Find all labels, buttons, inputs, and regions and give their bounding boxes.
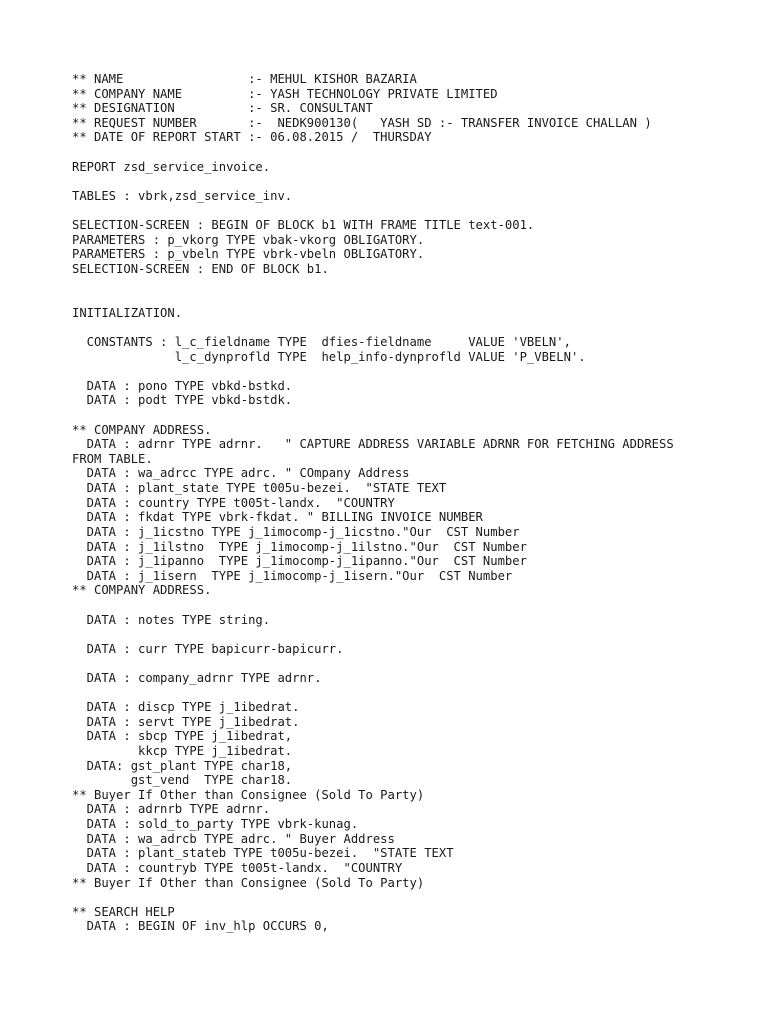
code-line: [72, 686, 674, 701]
code-line: ** SEARCH HELP: [72, 904, 175, 919]
code-line: DATA: gst_plant TYPE char18,: [72, 758, 293, 773]
code-line: l_c_dynprofld TYPE help_info-dynprofld VALUE 'P_VBELN'.: [72, 349, 586, 364]
code-line: [72, 320, 674, 335]
code-line: SELECTION-SCREEN : END OF BLOCK b1.: [72, 261, 329, 276]
code-line: DATA : j_1ipanno TYPE j_1imocomp-j_1ipanno."Our CST Number: [72, 554, 527, 569]
code-line: DATA : pono TYPE vbkd-bstkd.: [72, 378, 293, 393]
code-line: gst_vend TYPE char18.: [72, 773, 293, 788]
code-line: ** COMPANY NAME :- YASH TECHNOLOGY PRIVATE LIMITED: [72, 86, 498, 101]
code-line: [72, 203, 674, 218]
code-line: [72, 291, 674, 306]
abap-source-code: [72, 72, 674, 934]
code-line: PARAMETERS : p_vkorg TYPE vbak-vkorg OBLIGATORY.: [72, 232, 425, 247]
code-line: REPORT zsd_service_invoice.: [72, 159, 271, 174]
code-line: [72, 277, 674, 292]
code-line: ** COMPANY ADDRESS.: [72, 583, 212, 598]
code-line: DATA : curr TYPE bapicurr-bapicurr.: [72, 641, 344, 656]
code-line: ** DATE OF REPORT START :- 06.08.2015 / THURSDAY: [72, 130, 432, 145]
code-line: DATA : plant_state TYPE t005u-bezei. "STATE TEXT: [72, 481, 447, 496]
code-line: DATA : adrnrb TYPE adrnr.: [72, 802, 271, 817]
code-line: ** COMPANY ADDRESS.: [72, 422, 212, 437]
code-line: SELECTION-SCREEN : BEGIN OF BLOCK b1 WITH FRAME TITLE text-001.: [72, 218, 535, 233]
code-line: DATA : servt TYPE j_1ibedrat.: [72, 714, 300, 729]
code-line: DATA : discp TYPE j_1ibedrat.: [72, 700, 300, 715]
code-line: ** DESIGNATION :- SR. CONSULTANT: [72, 101, 373, 116]
code-line: DATA : country TYPE t005t-landx. "COUNTRY: [72, 495, 395, 510]
code-line: ** Buyer If Other than Consignee (Sold To Party): [72, 787, 425, 802]
code-line: DATA : sold_to_party TYPE vbrk-kunag.: [72, 817, 359, 832]
code-line: [72, 408, 674, 423]
code-line: DATA : company_adrnr TYPE adrnr.: [72, 670, 322, 685]
code-line: ** Buyer If Other than Consignee (Sold To Party): [72, 875, 425, 890]
code-line: DATA : adrnr TYPE adrnr. " CAPTURE ADDRESS VARIABLE ADRNR FOR FETCHING ADDRESS: [72, 437, 674, 452]
code-line: DATA : notes TYPE string.: [72, 612, 271, 627]
code-line: [72, 627, 674, 642]
code-line: kkcp TYPE j_1ibedrat.: [72, 744, 293, 759]
code-line: DATA : sbcp TYPE j_1ibedrat,: [72, 729, 293, 744]
code-line: INITIALIZATION.: [72, 305, 183, 320]
code-line: DATA : wa_adrcb TYPE adrc. " Buyer Address: [72, 831, 395, 846]
code-line: [72, 145, 674, 160]
code-line: TABLES : vbrk,zsd_service_inv.: [72, 188, 293, 203]
code-line: [72, 598, 674, 613]
code-line: DATA : j_1isern TYPE j_1imocomp-j_1isern."Our CST Number: [72, 568, 513, 583]
code-line: PARAMETERS : p_vbeln TYPE vbrk-vbeln OBLIGATORY.: [72, 247, 425, 262]
code-line: ** NAME :- MEHUL KISHOR BAZARIA: [72, 72, 417, 86]
code-line: DATA : plant_stateb TYPE t005u-bezei. "STATE TEXT: [72, 846, 454, 861]
code-line: [72, 656, 674, 671]
code-line: FROM TABLE.: [72, 451, 153, 466]
code-line: [72, 890, 674, 905]
code-line: DATA : BEGIN OF inv_hlp OCCURS 0,: [72, 919, 329, 934]
code-line: CONSTANTS : l_c_fieldname TYPE dfies-fieldname VALUE 'VBELN',: [72, 334, 571, 349]
code-line: DATA : countryb TYPE t005t-landx. "COUNTRY: [72, 860, 403, 875]
code-line: ** REQUEST NUMBER :- NEDK900130( YASH SD :- TRANSFER INVOICE CHALLAN ): [72, 115, 652, 130]
code-line: [72, 174, 674, 189]
code-line: DATA : j_1icstno TYPE j_1imocomp-j_1icstno."Our CST Number: [72, 524, 520, 539]
code-line: DATA : j_1ilstno TYPE j_1imocomp-j_1ilstno."Our CST Number: [72, 539, 527, 554]
code-line: DATA : podt TYPE vbkd-bstdk.: [72, 393, 293, 408]
code-line: DATA : wa_adrcc TYPE adrc. " COmpany Address: [72, 466, 410, 481]
code-line: DATA : fkdat TYPE vbrk-fkdat. " BILLING INVOICE NUMBER: [72, 510, 483, 525]
code-line: [72, 364, 674, 379]
